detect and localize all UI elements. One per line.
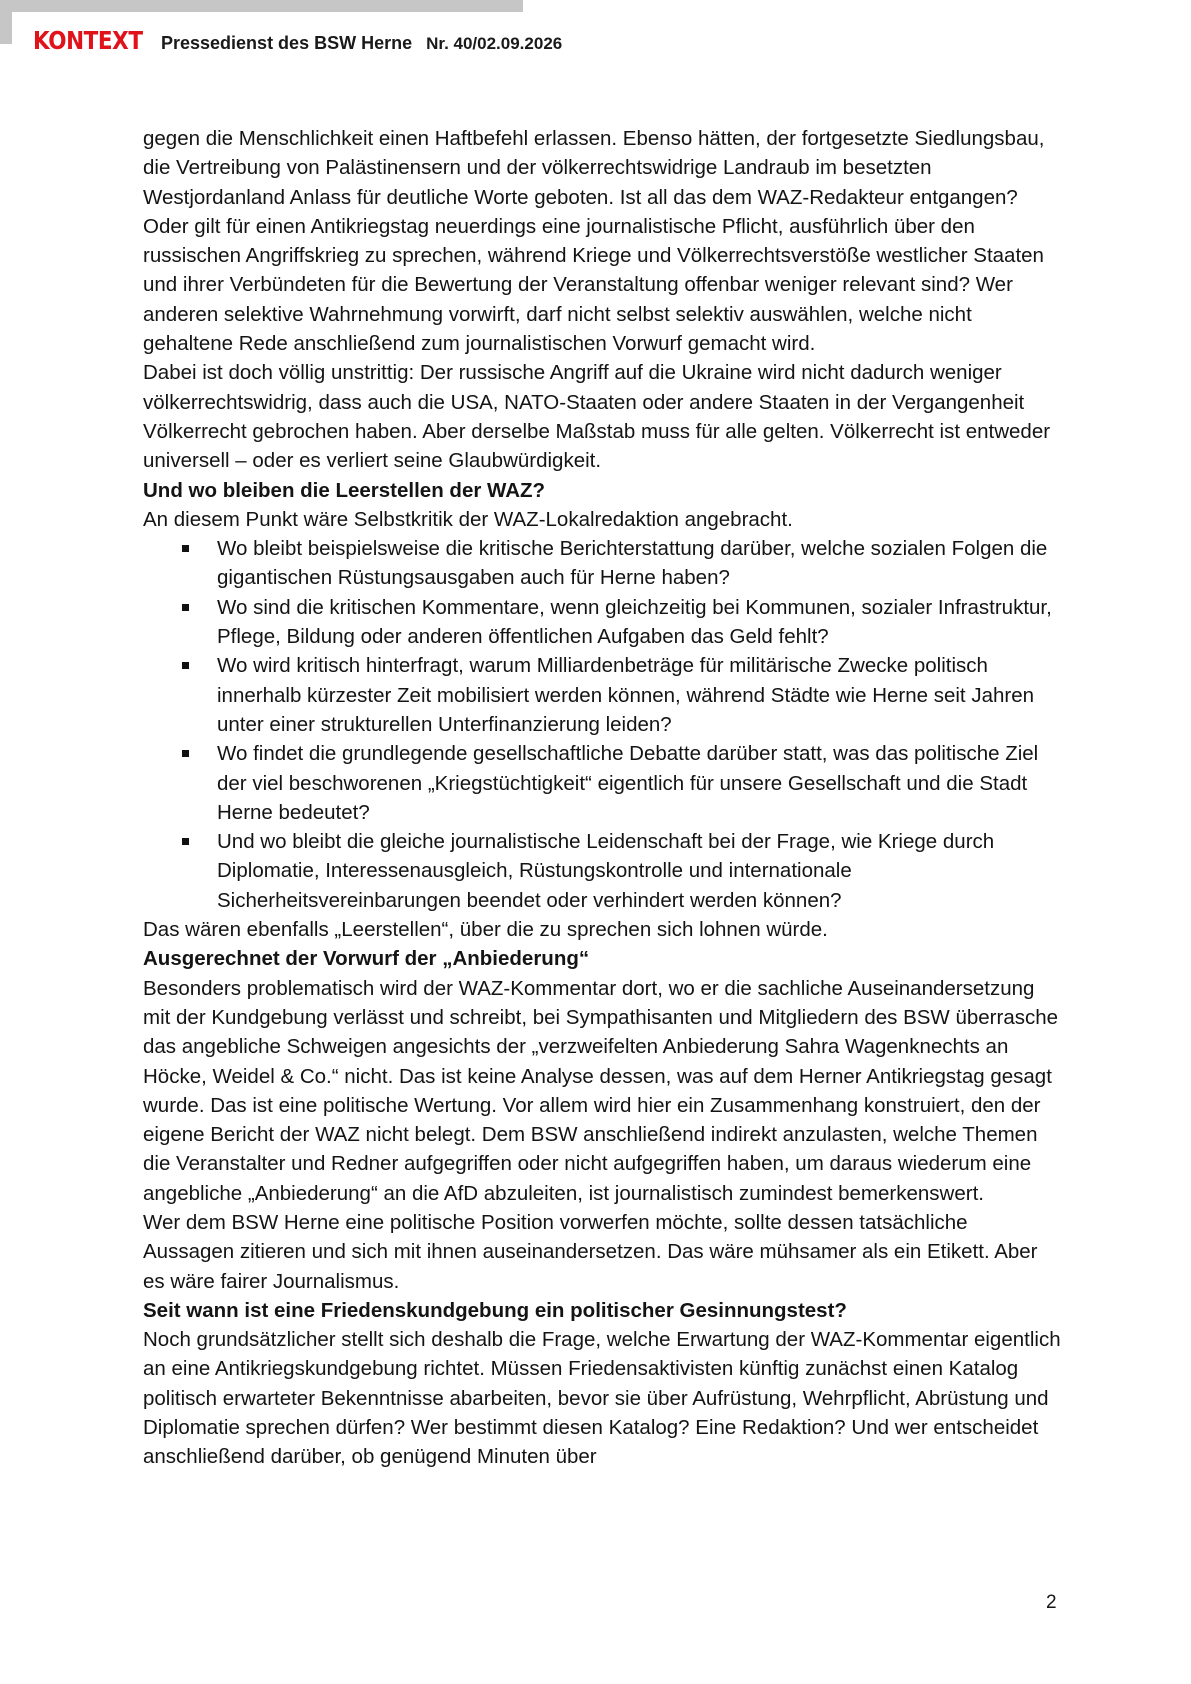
paragraph: Wer dem BSW Herne eine politische Position vorwerfen möchte, sollte dessen tatsächliche Aussagen zitieren und sich mit ihnen auseinandersetzen. Das wäre mühsamer als ein Etikett. Aber es wäre fairer Journalismus. (143, 1210, 1038, 1293)
brand-logo: KONTEXT (33, 26, 143, 55)
article-body (143, 124, 1063, 1472)
paragraph: An diesem Punkt wäre Selbstkritik der WAZ-Lokalredaktion angebracht. (143, 507, 793, 531)
list-item: Und wo bleibt die gleiche journalistische Leidenschaft bei der Frage, wie Kriege durch Diplomatie, Interessenausgleich, Rüstungskontrolle und internationale Sicherheitsvereinbarungen beendet oder verhindert werden können? (143, 827, 1063, 915)
outlet-name: Pressedienst des BSW Herne (161, 33, 413, 53)
list-item: Wo sind die kritischen Kommentare, wenn gleichzeitig bei Kommunen, sozialer Infrastruktur, Pflege, Bildung oder anderen öffentlichen Aufgaben das Geld fehlt? (143, 593, 1063, 652)
paragraph: Oder gilt für einen Antikriegstag neuerdings eine journalistische Pflicht, ausführlich über den russischen Angriffskrieg zu sprechen, während Kriege und Völkerrechtsverstöße westlicher Staaten und ihrer Verbündeten für die Bewertung der Veranstaltung offenbar weniger relevant sind? Wer anderen selektive Wahrnehmung vorwirft, darf nicht selbst selektiv auswählen, welche nicht gehaltene Rede anschließend zum journalistischen Vorwurf gemacht wird. (143, 214, 1044, 356)
section-heading: Ausgerechnet der Vorwurf der „Anbiederung“ (143, 947, 590, 971)
list-item: Wo findet die grundlegende gesellschaftliche Debatte darüber statt, was das politische Ziel der viel beschworenen „Kriegstüchtigkeit“ eigentlich für unsere Gesellschaft und die Stadt Herne bedeutet? (143, 739, 1063, 827)
paragraph: gegen die Menschlichkeit einen Haftbefehl erlassen. Ebenso hätten, der fortgesetzte Siedlungsbau, die Vertreibung von Palästinensern und der völkerrechtswidrige Landraub im besetzten Westjordanland Anlass für deutliche Worte geboten. Ist all das dem WAZ-Redakteur entgangen? (143, 127, 1045, 209)
list-item: Wo bleibt beispielsweise die kritische Berichterstattung darüber, welche sozialen Folgen die gigantischen Rüstungsausgaben auch für Herne haben? (143, 534, 1063, 593)
page-number: 2 (1046, 1592, 1057, 1613)
header-decoration-corner (0, 0, 12, 44)
paragraph: Noch grundsätzlicher stellt sich deshalb die Frage, welche Erwartung der WAZ-Kommentar eigentlich an eine Antikriegskundgebung richtet. Müssen Friedensaktivisten künftig zunächst einen Katalog politisch erwarteter Bekenntnisse abarbeiten, bevor sie über Aufrüstung, Wehrpflicht, Abrüstung und Diplomatie sprechen dürfen? Wer bestimmt diesen Katalog? Eine Redaktion? Und wer entscheidet anschließend darüber, ob genügend Minuten über (143, 1328, 1061, 1469)
list-item: Wo wird kritisch hinterfragt, warum Milliardenbeträge für militärische Zwecke politisch innerhalb kürzester Zeit mobilisiert werden können, während Städte wie Herne seit Jahren unter einer strukturellen Unterfinanzierung leiden? (143, 651, 1063, 739)
section-heading: Und wo bleiben die Leerstellen der WAZ? (143, 478, 546, 502)
header-decoration-bar (0, 0, 523, 12)
section-heading: Seit wann ist eine Friedenskundgebung ein politischer Gesinnungstest? (143, 1298, 847, 1322)
page-header (33, 26, 562, 60)
paragraph: Besonders problematisch wird der WAZ-Kommentar dort, wo er die sachliche Auseinandersetzung mit der Kundgebung verlässt und schreibt, bei Sympathisanten und Mitgliedern des BSW überrasche das angebliche Schweigen angesichts der „verzweifelten Anbiederung Sahra Wagenknechts an Höcke, Weidel & Co.“ nicht. Das ist keine Analyse dessen, was auf dem Herner Antikriegstag gesagt wurde. Das ist eine politische Wertung. Vor allem wird hier ein Zusammenhang konstruiert, den der eigene Bericht der WAZ nicht belegt. Dem BSW anschließend indirekt anzulasten, welche Themen die Veranstalter und Redner aufgegriffen oder nicht aufgegriffen haben, um daraus wiederum eine angebliche „Anbiederung“ an die AfD abzuleiten, ist journalistisch zumindest bemerkenswert. (143, 976, 1059, 1205)
issue-number: Nr. 40/02.09.2026 (426, 34, 563, 53)
paragraph: Das wären ebenfalls „Leerstellen“, über die zu sprechen sich lohnen würde. (143, 918, 828, 942)
bullet-list (143, 534, 1063, 915)
paragraph: Dabei ist doch völlig unstrittig: Der russische Angriff auf die Ukraine wird nicht dadurch weniger völkerrechtswidrig, dass auch die USA, NATO-Staaten oder andere Staaten in der Vergangenheit Völkerrecht gebrochen haben. Aber derselbe Maßstab muss für alle gelten. Völkerrecht ist entweder universell – oder es verliert seine Glaubwürdigkeit. (143, 361, 1051, 473)
